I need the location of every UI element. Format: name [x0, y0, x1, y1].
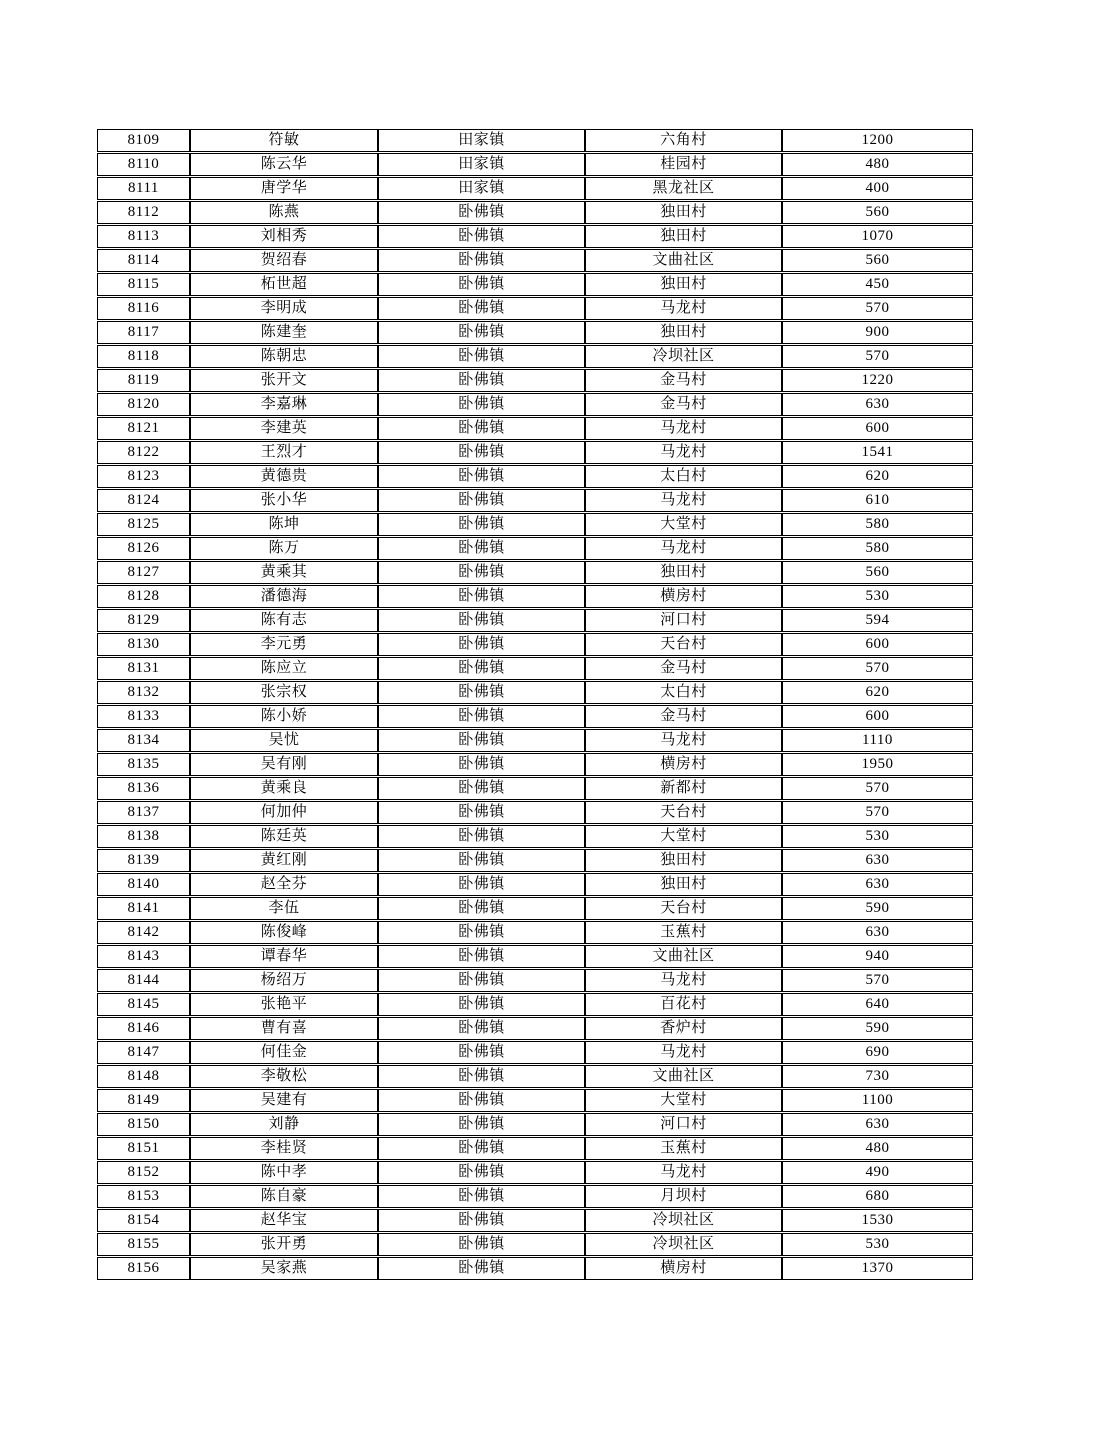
cell-town: 卧佛镇 [378, 609, 585, 632]
cell-amount: 400 [782, 177, 973, 200]
cell-person-name: 张宗权 [190, 681, 378, 704]
cell-village: 马龙村 [585, 969, 782, 992]
cell-person-name: 陈应立 [190, 657, 378, 680]
cell-town: 田家镇 [378, 153, 585, 176]
cell-record-id: 8120 [97, 393, 190, 416]
cell-amount: 530 [782, 585, 973, 608]
cell-record-id: 8123 [97, 465, 190, 488]
cell-amount: 690 [782, 1041, 973, 1064]
cell-town: 卧佛镇 [378, 969, 585, 992]
cell-person-name: 赵全芬 [190, 873, 378, 896]
cell-record-id: 8109 [97, 129, 190, 152]
cell-village: 太白村 [585, 681, 782, 704]
cell-town: 卧佛镇 [378, 297, 585, 320]
cell-amount: 580 [782, 513, 973, 536]
cell-village: 马龙村 [585, 1161, 782, 1184]
cell-record-id: 8143 [97, 945, 190, 968]
cell-amount: 1200 [782, 129, 973, 152]
cell-amount: 1541 [782, 441, 973, 464]
cell-town: 卧佛镇 [378, 849, 585, 872]
cell-record-id: 8129 [97, 609, 190, 632]
cell-village: 新都村 [585, 777, 782, 800]
cell-amount: 560 [782, 249, 973, 272]
cell-amount: 570 [782, 777, 973, 800]
cell-record-id: 8140 [97, 873, 190, 896]
cell-amount: 630 [782, 393, 973, 416]
cell-amount: 630 [782, 1113, 973, 1136]
cell-village: 金马村 [585, 657, 782, 680]
cell-village: 独田村 [585, 201, 782, 224]
cell-record-id: 8133 [97, 705, 190, 728]
cell-amount: 1100 [782, 1089, 973, 1112]
cell-amount: 610 [782, 489, 973, 512]
cell-record-id: 8153 [97, 1185, 190, 1208]
cell-person-name: 张小华 [190, 489, 378, 512]
cell-amount: 530 [782, 825, 973, 848]
cell-town: 卧佛镇 [378, 945, 585, 968]
cell-town: 田家镇 [378, 177, 585, 200]
cell-person-name: 刘相秀 [190, 225, 378, 248]
cell-record-id: 8126 [97, 537, 190, 560]
cell-village: 冷坝社区 [585, 345, 782, 368]
cell-person-name: 张开文 [190, 369, 378, 392]
cell-person-name: 陈中孝 [190, 1161, 378, 1184]
cell-record-id: 8148 [97, 1065, 190, 1088]
cell-village: 玉蕉村 [585, 1137, 782, 1160]
cell-town: 卧佛镇 [378, 657, 585, 680]
cell-person-name: 陈云华 [190, 153, 378, 176]
cell-town: 卧佛镇 [378, 369, 585, 392]
cell-village: 金马村 [585, 369, 782, 392]
cell-record-id: 8111 [97, 177, 190, 200]
cell-town: 卧佛镇 [378, 489, 585, 512]
cell-record-id: 8119 [97, 369, 190, 392]
cell-person-name: 潘德海 [190, 585, 378, 608]
cell-person-name: 陈建奎 [190, 321, 378, 344]
cell-village: 太白村 [585, 465, 782, 488]
cell-person-name: 符敏 [190, 129, 378, 152]
cell-village: 六角村 [585, 129, 782, 152]
cell-record-id: 8121 [97, 417, 190, 440]
cell-town: 卧佛镇 [378, 897, 585, 920]
cell-amount: 1070 [782, 225, 973, 248]
cell-village: 独田村 [585, 873, 782, 896]
cell-village: 大堂村 [585, 513, 782, 536]
cell-amount: 590 [782, 897, 973, 920]
cell-amount: 590 [782, 1017, 973, 1040]
cell-person-name: 贺绍春 [190, 249, 378, 272]
cell-town: 卧佛镇 [378, 1233, 585, 1256]
cell-town: 田家镇 [378, 129, 585, 152]
cell-record-id: 8152 [97, 1161, 190, 1184]
cell-town: 卧佛镇 [378, 345, 585, 368]
cell-amount: 560 [782, 561, 973, 584]
cell-village: 百花村 [585, 993, 782, 1016]
cell-amount: 900 [782, 321, 973, 344]
cell-amount: 1950 [782, 753, 973, 776]
cell-town: 卧佛镇 [378, 1209, 585, 1232]
cell-person-name: 李嘉琳 [190, 393, 378, 416]
cell-village: 独田村 [585, 321, 782, 344]
cell-town: 卧佛镇 [378, 753, 585, 776]
cell-village: 玉蕉村 [585, 921, 782, 944]
cell-amount: 570 [782, 297, 973, 320]
cell-town: 卧佛镇 [378, 225, 585, 248]
cell-town: 卧佛镇 [378, 801, 585, 824]
cell-amount: 680 [782, 1185, 973, 1208]
cell-person-name: 赵华宝 [190, 1209, 378, 1232]
cell-person-name: 吴建有 [190, 1089, 378, 1112]
cell-town: 卧佛镇 [378, 1065, 585, 1088]
cell-village: 马龙村 [585, 297, 782, 320]
cell-village: 马龙村 [585, 489, 782, 512]
cell-record-id: 8131 [97, 657, 190, 680]
cell-person-name: 黄红刚 [190, 849, 378, 872]
cell-person-name: 吴忧 [190, 729, 378, 752]
cell-record-id: 8149 [97, 1089, 190, 1112]
cell-record-id: 8132 [97, 681, 190, 704]
cell-record-id: 8147 [97, 1041, 190, 1064]
cell-village: 月坝村 [585, 1185, 782, 1208]
cell-town: 卧佛镇 [378, 417, 585, 440]
cell-record-id: 8136 [97, 777, 190, 800]
cell-village: 大堂村 [585, 825, 782, 848]
subsidy-table [97, 129, 973, 1280]
cell-amount: 640 [782, 993, 973, 1016]
cell-town: 卧佛镇 [378, 537, 585, 560]
cell-person-name: 黄乘良 [190, 777, 378, 800]
cell-amount: 530 [782, 1233, 973, 1256]
cell-record-id: 8115 [97, 273, 190, 296]
cell-person-name: 黄德贵 [190, 465, 378, 488]
cell-town: 卧佛镇 [378, 1041, 585, 1064]
cell-town: 卧佛镇 [378, 777, 585, 800]
cell-amount: 1370 [782, 1257, 973, 1280]
cell-village: 天台村 [585, 897, 782, 920]
cell-amount: 570 [782, 801, 973, 824]
cell-village: 河口村 [585, 609, 782, 632]
cell-amount: 570 [782, 657, 973, 680]
cell-village: 金马村 [585, 393, 782, 416]
cell-town: 卧佛镇 [378, 201, 585, 224]
cell-town: 卧佛镇 [378, 321, 585, 344]
cell-record-id: 8114 [97, 249, 190, 272]
cell-record-id: 8155 [97, 1233, 190, 1256]
cell-town: 卧佛镇 [378, 873, 585, 896]
cell-village: 天台村 [585, 801, 782, 824]
cell-town: 卧佛镇 [378, 681, 585, 704]
cell-person-name: 柘世超 [190, 273, 378, 296]
cell-amount: 940 [782, 945, 973, 968]
cell-town: 卧佛镇 [378, 1185, 585, 1208]
cell-person-name: 陈坤 [190, 513, 378, 536]
cell-town: 卧佛镇 [378, 249, 585, 272]
cell-person-name: 刘静 [190, 1113, 378, 1136]
cell-record-id: 8142 [97, 921, 190, 944]
cell-person-name: 王烈才 [190, 441, 378, 464]
cell-person-name: 陈万 [190, 537, 378, 560]
cell-town: 卧佛镇 [378, 393, 585, 416]
cell-person-name: 何佳金 [190, 1041, 378, 1064]
cell-person-name: 曹有喜 [190, 1017, 378, 1040]
cell-amount: 630 [782, 873, 973, 896]
cell-town: 卧佛镇 [378, 825, 585, 848]
cell-village: 独田村 [585, 273, 782, 296]
cell-record-id: 8145 [97, 993, 190, 1016]
cell-town: 卧佛镇 [378, 441, 585, 464]
cell-village: 金马村 [585, 705, 782, 728]
cell-person-name: 李伍 [190, 897, 378, 920]
cell-village: 马龙村 [585, 441, 782, 464]
cell-person-name: 陈燕 [190, 201, 378, 224]
cell-record-id: 8122 [97, 441, 190, 464]
cell-record-id: 8135 [97, 753, 190, 776]
cell-village: 横房村 [585, 585, 782, 608]
cell-record-id: 8127 [97, 561, 190, 584]
cell-record-id: 8117 [97, 321, 190, 344]
cell-town: 卧佛镇 [378, 633, 585, 656]
cell-village: 横房村 [585, 753, 782, 776]
cell-person-name: 李桂贤 [190, 1137, 378, 1160]
cell-village: 马龙村 [585, 729, 782, 752]
cell-record-id: 8151 [97, 1137, 190, 1160]
cell-amount: 1110 [782, 729, 973, 752]
cell-town: 卧佛镇 [378, 561, 585, 584]
cell-village: 马龙村 [585, 1041, 782, 1064]
cell-record-id: 8116 [97, 297, 190, 320]
cell-person-name: 陈小娇 [190, 705, 378, 728]
cell-town: 卧佛镇 [378, 729, 585, 752]
cell-person-name: 陈廷英 [190, 825, 378, 848]
cell-amount: 480 [782, 1137, 973, 1160]
cell-amount: 480 [782, 153, 973, 176]
cell-amount: 1530 [782, 1209, 973, 1232]
cell-town: 卧佛镇 [378, 921, 585, 944]
cell-town: 卧佛镇 [378, 1137, 585, 1160]
cell-village: 冷坝社区 [585, 1209, 782, 1232]
cell-record-id: 8139 [97, 849, 190, 872]
cell-village: 黑龙社区 [585, 177, 782, 200]
cell-record-id: 8113 [97, 225, 190, 248]
cell-amount: 620 [782, 681, 973, 704]
cell-village: 独田村 [585, 225, 782, 248]
cell-town: 卧佛镇 [378, 585, 585, 608]
cell-amount: 594 [782, 609, 973, 632]
cell-amount: 620 [782, 465, 973, 488]
cell-amount: 580 [782, 537, 973, 560]
cell-person-name: 黄乘其 [190, 561, 378, 584]
cell-person-name: 唐学华 [190, 177, 378, 200]
cell-amount: 630 [782, 849, 973, 872]
cell-town: 卧佛镇 [378, 273, 585, 296]
cell-village: 冷坝社区 [585, 1233, 782, 1256]
cell-town: 卧佛镇 [378, 513, 585, 536]
cell-person-name: 吴家燕 [190, 1257, 378, 1280]
cell-person-name: 陈俊峰 [190, 921, 378, 944]
cell-record-id: 8138 [97, 825, 190, 848]
cell-village: 文曲社区 [585, 1065, 782, 1088]
cell-person-name: 杨绍万 [190, 969, 378, 992]
cell-town: 卧佛镇 [378, 1017, 585, 1040]
cell-village: 文曲社区 [585, 945, 782, 968]
cell-amount: 1220 [782, 369, 973, 392]
cell-village: 文曲社区 [585, 249, 782, 272]
cell-amount: 630 [782, 921, 973, 944]
cell-village: 香炉村 [585, 1017, 782, 1040]
cell-person-name: 谭春华 [190, 945, 378, 968]
cell-village: 马龙村 [585, 537, 782, 560]
cell-town: 卧佛镇 [378, 705, 585, 728]
cell-town: 卧佛镇 [378, 993, 585, 1016]
cell-village: 马龙村 [585, 417, 782, 440]
cell-village: 天台村 [585, 633, 782, 656]
cell-record-id: 8124 [97, 489, 190, 512]
cell-village: 大堂村 [585, 1089, 782, 1112]
cell-person-name: 张艳平 [190, 993, 378, 1016]
cell-town: 卧佛镇 [378, 1161, 585, 1184]
cell-record-id: 8110 [97, 153, 190, 176]
cell-amount: 600 [782, 417, 973, 440]
cell-person-name: 何加仲 [190, 801, 378, 824]
cell-person-name: 张开勇 [190, 1233, 378, 1256]
cell-person-name: 吴有刚 [190, 753, 378, 776]
cell-record-id: 8144 [97, 969, 190, 992]
cell-record-id: 8134 [97, 729, 190, 752]
cell-town: 卧佛镇 [378, 1089, 585, 1112]
cell-person-name: 李元勇 [190, 633, 378, 656]
cell-person-name: 李敬松 [190, 1065, 378, 1088]
cell-village: 独田村 [585, 561, 782, 584]
cell-record-id: 8118 [97, 345, 190, 368]
cell-record-id: 8128 [97, 585, 190, 608]
cell-amount: 490 [782, 1161, 973, 1184]
cell-record-id: 8150 [97, 1113, 190, 1136]
cell-person-name: 李明成 [190, 297, 378, 320]
cell-amount: 730 [782, 1065, 973, 1088]
cell-record-id: 8137 [97, 801, 190, 824]
cell-person-name: 李建英 [190, 417, 378, 440]
cell-town: 卧佛镇 [378, 1113, 585, 1136]
cell-record-id: 8154 [97, 1209, 190, 1232]
cell-amount: 450 [782, 273, 973, 296]
cell-amount: 560 [782, 201, 973, 224]
cell-record-id: 8156 [97, 1257, 190, 1280]
cell-amount: 570 [782, 969, 973, 992]
cell-record-id: 8112 [97, 201, 190, 224]
cell-person-name: 陈朝忠 [190, 345, 378, 368]
cell-record-id: 8130 [97, 633, 190, 656]
cell-village: 独田村 [585, 849, 782, 872]
cell-village: 河口村 [585, 1113, 782, 1136]
cell-record-id: 8141 [97, 897, 190, 920]
cell-person-name: 陈有志 [190, 609, 378, 632]
cell-amount: 600 [782, 633, 973, 656]
cell-person-name: 陈自豪 [190, 1185, 378, 1208]
cell-village: 桂园村 [585, 153, 782, 176]
cell-village: 横房村 [585, 1257, 782, 1280]
cell-amount: 600 [782, 705, 973, 728]
cell-town: 卧佛镇 [378, 1257, 585, 1280]
cell-record-id: 8125 [97, 513, 190, 536]
cell-town: 卧佛镇 [378, 465, 585, 488]
cell-amount: 570 [782, 345, 973, 368]
cell-record-id: 8146 [97, 1017, 190, 1040]
